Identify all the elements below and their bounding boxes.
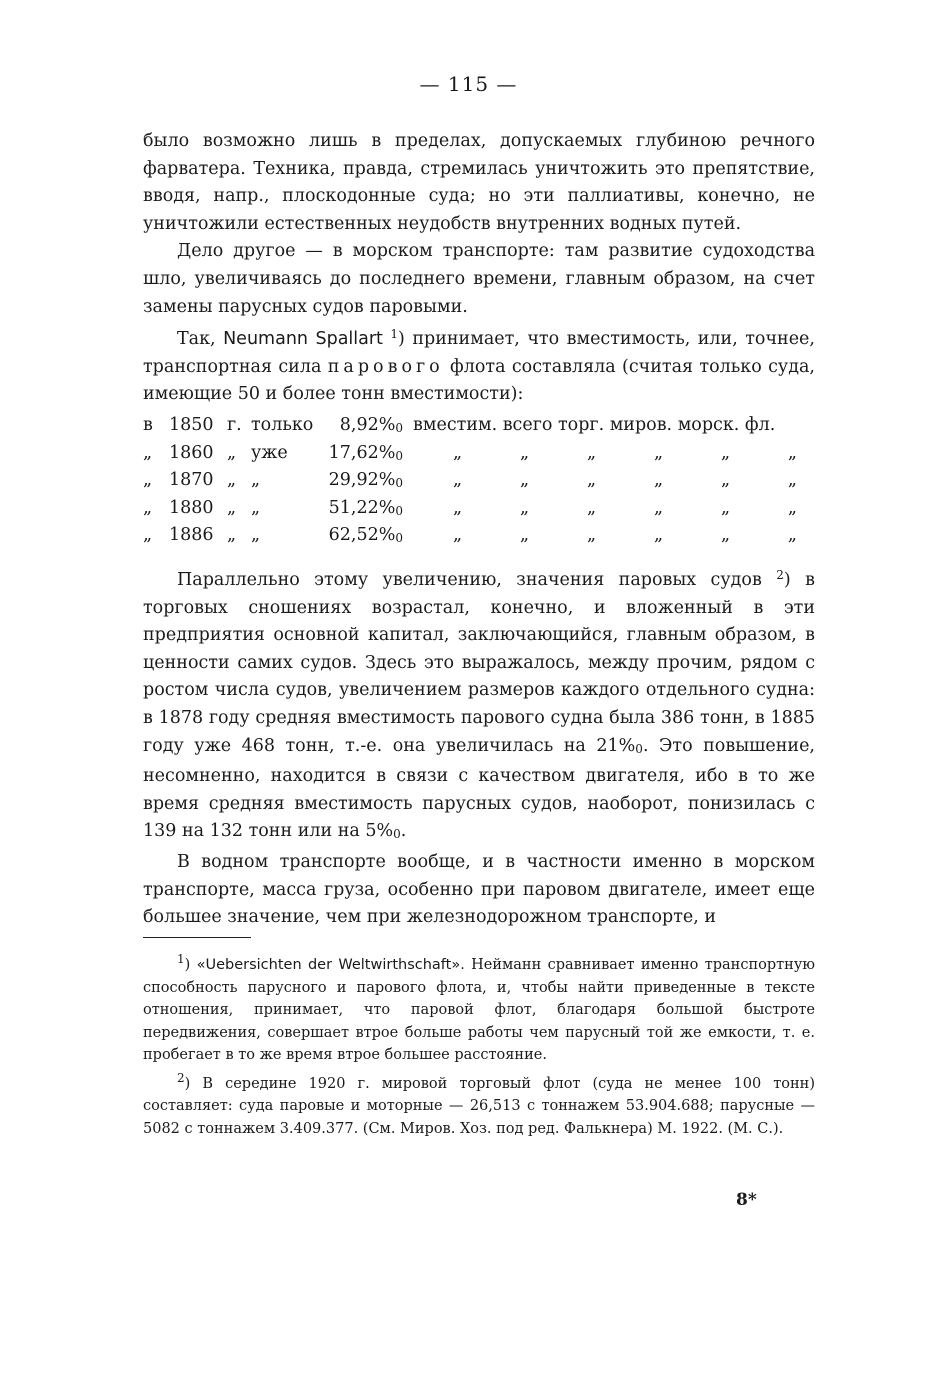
footnote-ref-1: 1 — [390, 327, 399, 342]
body-text-bottom — [143, 562, 815, 932]
footnotes — [143, 948, 815, 1140]
page-number: — 115 — — [419, 72, 518, 96]
footnote-2: $^2$) В середине 1920 г. мировой торговый флот (суда не менее 100 тонн) составляет: суда паровые и моторные — 26,513 с тоннажем 53.904.688; парусные — 5082 с тоннажем 3.409.377. (См. Миров. Хоз. под ред. Фалькнера) М. 1922. (М. С.). — [143, 1070, 815, 1137]
footnote-ref-2: 2 — [776, 568, 784, 582]
table-row: „ 1860 „ уже 17,62%0 „ „ „ „ „ „ — [143, 442, 797, 463]
spaced-word: парового — [327, 356, 444, 377]
signature-mark: 8* — [736, 1190, 757, 1210]
table-row: „ 1870 „ „ 29,92%0 „ „ „ „ „ „ — [143, 470, 797, 491]
table-row: „ 1880 „ „ 51,22%0 „ „ „ „ „ „ — [143, 497, 797, 518]
footnote-title: «Uebersichten der Weltwirthschaft». — [196, 957, 465, 973]
paragraph-1: было возможно лишь в пределах, допускаемых глубиною речного фарватера. Техника, правда, стремилась уничтожить это препятствие, вводя, напр., плоскодонные суда; но эти паллиативы, конечно, не уничтожили естественных неудобств внутренних водных путей. — [143, 131, 815, 234]
fleet-statistics-table — [143, 412, 815, 550]
paragraph-5: В водном транспорте вообще, и в частности именно в морском транспорте, масса груза, особенно при паровом двигателе, имеет еще большее значение, чем при железнодорожном транспорте, и — [143, 851, 815, 928]
paragraph-2: Дело другое — в морском транспорте: там развитие судоходства шло, увеличиваясь до последнего времени, главным образом, на счет замены парусных судов паровыми. — [143, 241, 815, 317]
footnote-marker: 1 — [177, 952, 185, 966]
author-name: Neumann Spallart — [223, 329, 383, 350]
footnote-marker: 2 — [177, 1070, 185, 1085]
paragraph-3: Так, Neumann Spallart $^1$) принимает, что вместимость, или, точнее, транспортная сила парового флота составляла (считая только суда, имеющие 50 и более тонн вместимости): — [143, 327, 815, 405]
body-text-top — [143, 128, 815, 409]
footnote-divider — [143, 937, 251, 938]
paragraph-4: Параллельно этому увеличению, значения паровых судов $^2$) в торговых сношениях возрастал, конечно, и вложенный в эти предприятия основной капитал, заключающийся, главным образом, в ценности самих судов. Здесь это выражалось, между прочим, рядом с ростом числа судов, увеличением размеров каждого отдельного судна: в 1878 году средняя вместимость парового судна была 386 тонн, в 1885 году уже 468 тонн, т.-е. она увеличилась на 21%0. Это повышение, несомненно, находится в связи с качеством двигателя, ибо в то же время средняя вместимость парусных судов, наоборот, понизилась с 139 на 132 тонн или на 5%0. — [143, 568, 815, 842]
table-row: в 1850 г. только 8,92%0 вместим. всего торг. миров. морск. фл. — [143, 415, 776, 435]
table-row: „ 1886 „ „ 62,52%0 „ „ „ „ „ „ — [143, 525, 797, 546]
footnote-1: $^1$) «Uebersichten der Weltwirthschaft». Нейманн сравнивает именно транспортную способность парусного и парового флота, и, чтобы найти приведенные в тексте отношения, принимает, что паровой флот, благодаря большой быстроте передвижения, совершает втрое больше работы чем парусный той же емкости, т. е. пробегает в то же время втрое большее расстояние. — [143, 952, 815, 1063]
